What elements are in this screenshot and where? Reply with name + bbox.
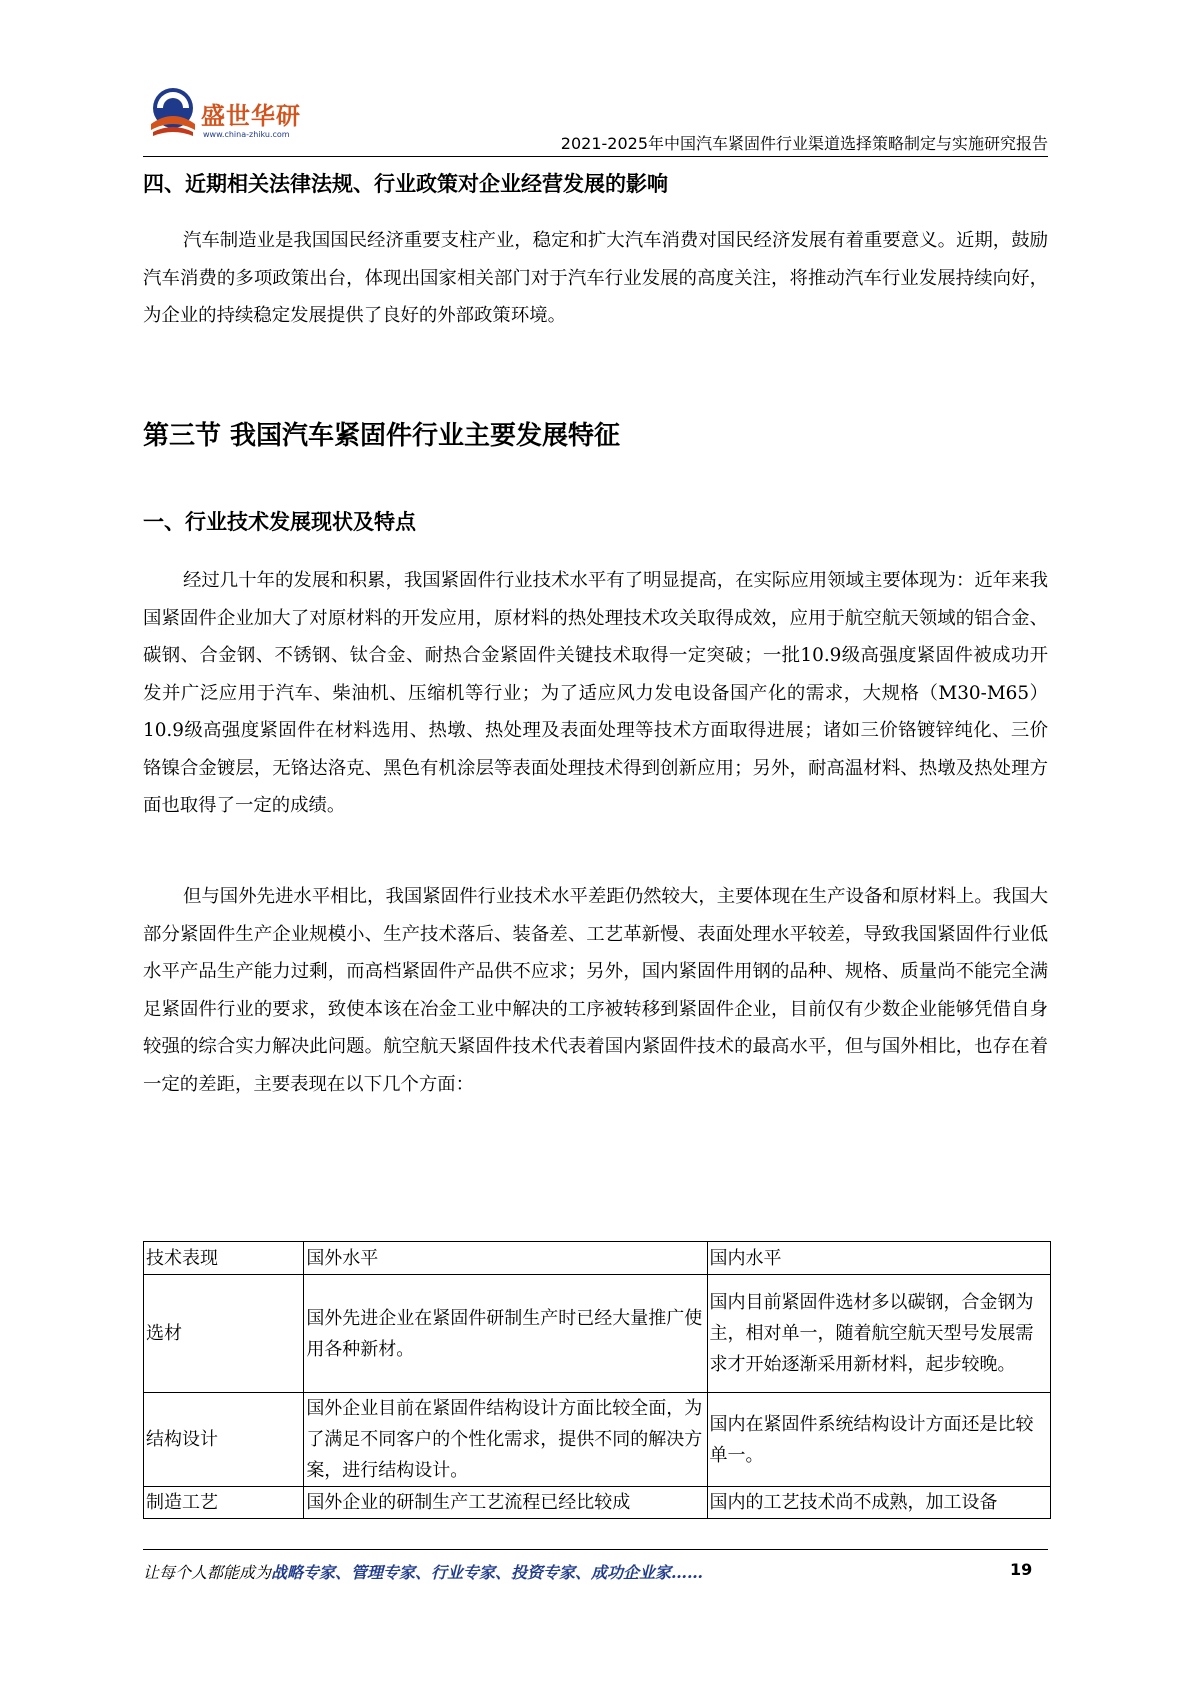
- logo-emblem-icon: [143, 78, 203, 148]
- footer-slogan: [143, 1560, 703, 1583]
- table-header-row: [144, 1242, 1051, 1275]
- logo-url: www.china-zhiku.com: [203, 130, 290, 139]
- table-header-cell: 国外水平: [304, 1242, 707, 1275]
- section-heading-1: 一、行业技术发展现状及特点: [143, 510, 416, 534]
- section-heading-4: 四、近期相关法律法规、行业政策对企业经营发展的影响: [143, 172, 668, 196]
- table-cell: 国外先进企业在紧固件研制生产时已经大量推广使用各种新材。: [304, 1275, 707, 1393]
- chapter-section-title: 第三节 我国汽车紧固件行业主要发展特征: [143, 421, 621, 451]
- table-cell: 选材: [144, 1275, 304, 1393]
- paragraph-tech-status: 经过几十年的发展和积累，我国紧固件行业技术水平有了明显提高，在实际应用领域主要体现为：近年来我国紧固件企业加大了对原材料的开发应用，原材料的热处理技术攻关取得成效，应用于航空航天领域的铝合金、碳钢、合金钢、不锈钢、钛合金、耐热合金紧固件关键技术取得一定突破；一批10.9级高强度紧固件被成功开发并广泛应用于汽车、柴油机、压缩机等行业；为了适应风力发电设备国产化的需求，大规格（M30-M65）10.9级高强度紧固件在材料选用、热墩、热处理及表面处理等技术方面取得进展；诸如三价铬镀锌纯化、三价铬镍合金镀层，无铬达洛克、黑色有机涂层等表面处理技术得到创新应用；另外，耐高温材料、热墩及热处理方面也取得了一定的成绩。: [143, 570, 1048, 816]
- page-number: 19: [1010, 1560, 1033, 1579]
- footer-slogan-highlight: 战略专家、管理专家、行业专家、投资专家、成功企业家……: [271, 1563, 704, 1582]
- table-cell: 国外企业的研制生产工艺流程已经比较成: [304, 1487, 707, 1519]
- header-divider: [143, 156, 1048, 157]
- table-cell: 国内目前紧固件选材多以碳钢，合金钢为主，相对单一，随着航空航天型号发展需求才开始逐渐采用新材料，起步较晚。: [707, 1275, 1051, 1393]
- table-cell: 国外企业目前在紧固件结构设计方面比较全面，为了满足不同客户的个性化需求，提供不同的解决方案，进行结构设计。: [304, 1393, 707, 1487]
- table-cell: 国内的工艺技术尚不成熟，加工设备: [707, 1487, 1051, 1519]
- table-cell: 制造工艺: [144, 1487, 304, 1519]
- page-header: [143, 78, 1048, 158]
- paragraph-policy: 汽车制造业是我国国民经济重要支柱产业，稳定和扩大汽车消费对国民经济发展有着重要意义。近期，鼓励汽车消费的多项政策出台，体现出国家相关部门对于汽车行业发展的高度关注，将推动汽车行业发展持续向好，为企业的持续稳定发展提供了良好的外部政策环境。: [143, 230, 1048, 326]
- footer-slogan-prefix: 让每个人都能成为: [143, 1563, 272, 1582]
- table-header-cell: 国内水平: [707, 1242, 1051, 1275]
- paragraph-tech-gap: 但与国外先进水平相比，我国紧固件行业技术水平差距仍然较大，主要体现在生产设备和原材料上。我国大部分紧固件生产企业规模小、生产技术落后、装备差、工艺革新慢、表面处理水平较差，导致我国紧固件行业低水平产品生产能力过剩，而高档紧固件产品供不应求；另外，国内紧固件用钢的品种、规格、质量尚不能完全满足紧固件行业的要求，致使本该在冶金工业中解决的工序被转移到紧固件企业，目前仅有少数企业能够凭借自身较强的综合实力解决此问题。航空航天紧固件技术代表着国内紧固件技术的最高水平，但与国外相比，也存在着一定的差距，主要表现在以下几个方面：: [143, 886, 1048, 1095]
- footer-divider: [143, 1549, 1048, 1550]
- table-row: [144, 1487, 1051, 1519]
- comparison-table: [143, 1241, 1051, 1519]
- table-header-cell: 技术表现: [144, 1242, 304, 1275]
- table-cell: 国内在紧固件系统结构设计方面还是比较单一。: [707, 1393, 1051, 1487]
- report-title: 2021-2025年中国汽车紧固件行业渠道选择策略制定与实施研究报告: [560, 134, 1048, 153]
- table-row: [144, 1275, 1051, 1393]
- table-cell: 结构设计: [144, 1393, 304, 1487]
- company-logo: [143, 78, 333, 148]
- logo-name: 盛世华研: [201, 102, 301, 130]
- table-row: [144, 1393, 1051, 1487]
